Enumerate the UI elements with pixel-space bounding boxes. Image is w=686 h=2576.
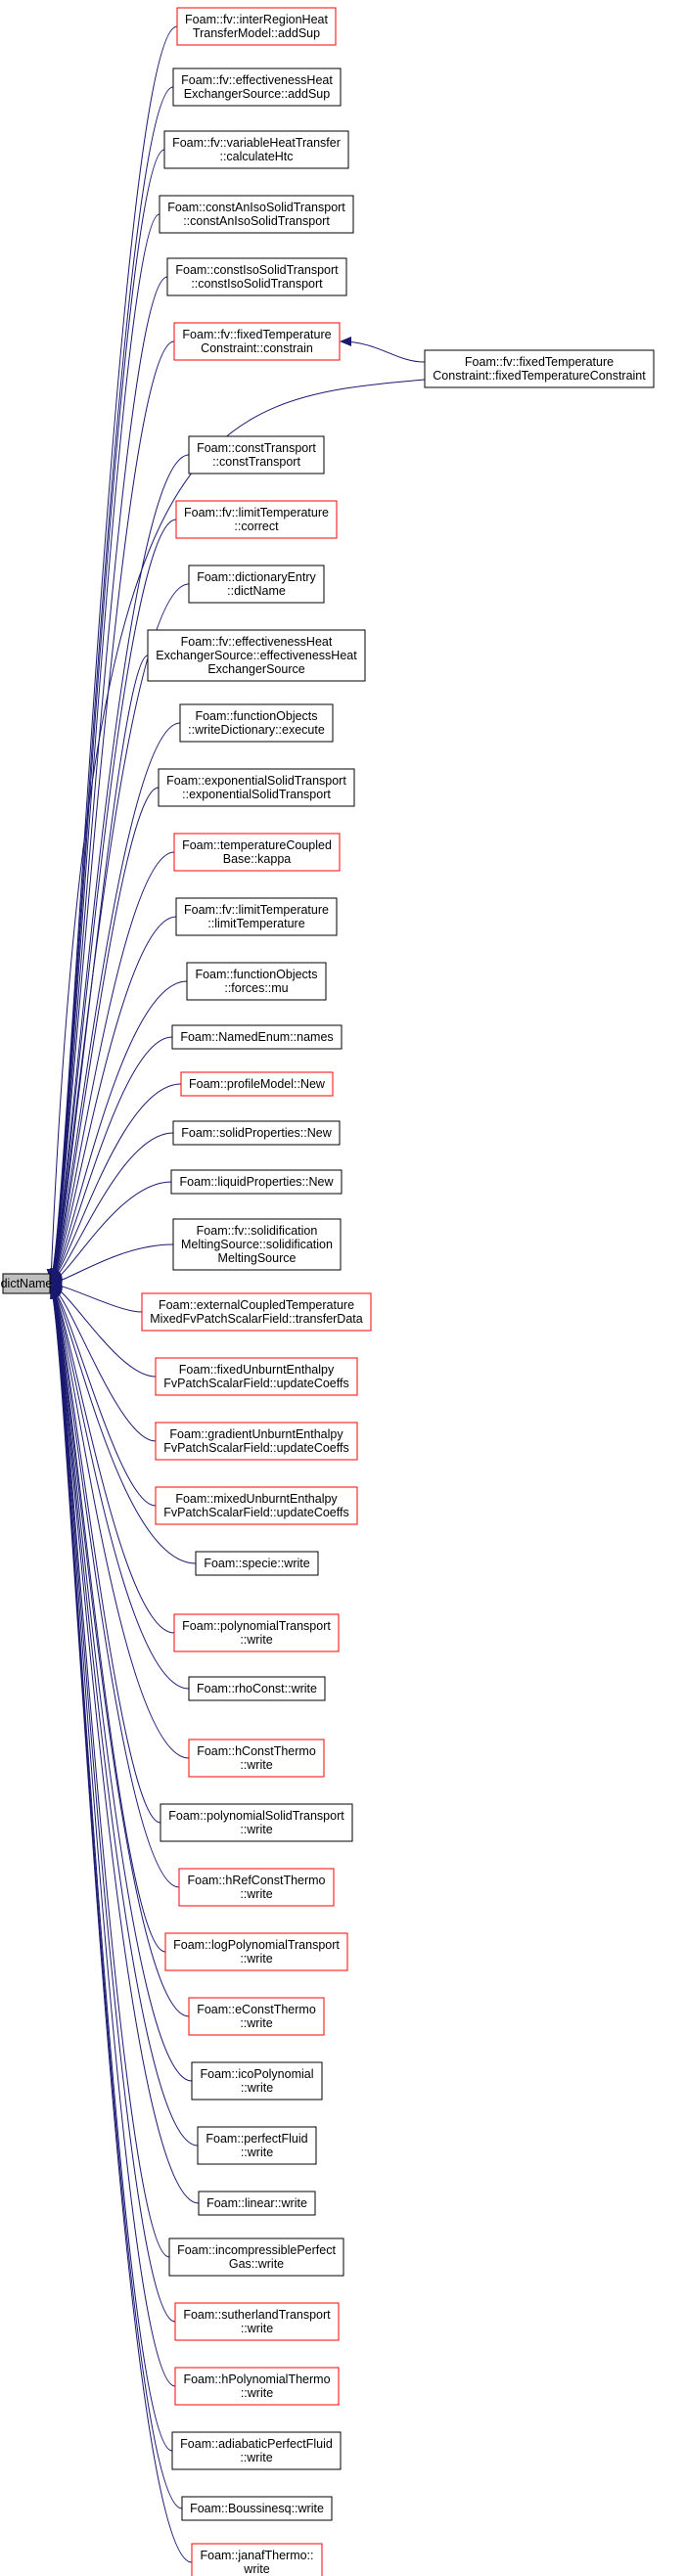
caller-node-label: Foam::fv::effectivenessHeat xyxy=(181,73,333,87)
caller-node[interactable] xyxy=(192,2544,322,2576)
caller-node[interactable] xyxy=(172,1025,342,1049)
caller-node[interactable] xyxy=(182,2497,332,2520)
caller-node[interactable] xyxy=(173,1219,341,1270)
caller-node-label: Foam::solidProperties::New xyxy=(181,1126,332,1140)
caller-node-label: ::write xyxy=(240,2016,273,2030)
caller-node-label: ::write xyxy=(240,2146,274,2159)
caller-node-label: ::constAnIsoSolidTransport xyxy=(183,214,330,228)
caller-node[interactable] xyxy=(164,131,348,168)
caller-node[interactable] xyxy=(187,963,326,1000)
caller-node[interactable] xyxy=(174,323,340,360)
caller-node-label: Foam::externalCoupledTemperature xyxy=(158,1298,355,1312)
caller-node[interactable] xyxy=(176,501,337,538)
caller-node-label: ExchangerSource::addSup xyxy=(183,87,331,101)
caller-node[interactable] xyxy=(159,769,354,806)
caller-node-label: ::correct xyxy=(234,520,279,533)
caller-node-label: Foam::exponentialSolidTransport xyxy=(166,774,346,788)
caller-node-label: TransferModel::addSup xyxy=(192,26,321,40)
caller-node-label: Foam::NamedEnum::names xyxy=(180,1030,334,1044)
caller-node-label: ::write xyxy=(240,1823,273,1836)
caller-node[interactable] xyxy=(176,898,337,935)
fixed-temperature-constraint-node-label: Foam::fv::fixedTemperature xyxy=(464,355,615,369)
caller-node[interactable] xyxy=(169,2238,343,2276)
caller-node-label: ::write xyxy=(240,1758,273,1772)
caller-node[interactable] xyxy=(175,2303,339,2340)
caller-node-label: Foam::logPolynomialTransport xyxy=(173,1938,340,1952)
caller-node[interactable] xyxy=(173,68,341,106)
call-edge xyxy=(51,788,159,1280)
caller-node-label: ::write xyxy=(240,2451,273,2464)
caller-node[interactable] xyxy=(189,1677,325,1700)
caller-node-label: MeltingSource xyxy=(217,1251,297,1265)
caller-node-label: ::write xyxy=(240,1887,273,1901)
caller-node-label: Foam::fv::limitTemperature xyxy=(184,903,329,917)
caller-node-label: Foam::fv::limitTemperature xyxy=(184,506,329,520)
caller-node-label: Foam::temperatureCoupled xyxy=(182,838,332,852)
caller-node-label: ::calculateHtc xyxy=(219,150,294,163)
caller-node[interactable] xyxy=(174,1614,339,1651)
caller-node-label: Foam::janafThermo:: xyxy=(200,2549,314,2562)
caller-node-label: Foam::incompressiblePerfect xyxy=(177,2243,336,2257)
caller-node-label: FvPatchScalarField::updateCoeffs xyxy=(163,1506,349,1519)
caller-node-label: Constraint::constrain xyxy=(201,341,313,355)
caller-node[interactable] xyxy=(173,1121,340,1145)
caller-node-label: FvPatchScalarField::updateCoeffs xyxy=(163,1441,349,1455)
caller-node-label: Foam::functionObjects xyxy=(195,968,318,981)
caller-node[interactable] xyxy=(142,1293,371,1331)
caller-node[interactable] xyxy=(171,1170,342,1194)
fixed-temperature-constraint-node-label: Constraint::fixedTemperatureConstraint xyxy=(433,369,646,383)
caller-node-label: MixedFvPatchScalarField::transferData xyxy=(150,1312,363,1326)
caller-node-label: Foam::mixedUnburntEnthalpy xyxy=(175,1492,338,1506)
caller-node-label: Foam::icoPolynomial xyxy=(200,2067,314,2081)
caller-node[interactable] xyxy=(192,2062,322,2100)
caller-node-label: Foam::specie::write xyxy=(204,1557,310,1570)
caller-node-label: Foam::gradientUnburntEnthalpy xyxy=(169,1427,343,1441)
caller-node-label: ExchangerSource::effectivenessHeat xyxy=(156,649,357,662)
caller-node-label: ::write xyxy=(240,1952,273,1966)
caller-node-label: ExchangerSource xyxy=(207,662,305,676)
call-edge xyxy=(51,214,160,1280)
nodes xyxy=(1,8,654,2576)
caller-node-label: Foam::dictionaryEntry xyxy=(197,570,316,584)
caller-node-label: Foam::adiabaticPerfectFluid xyxy=(180,2437,333,2451)
caller-node[interactable] xyxy=(156,1423,357,1460)
root-node-dictname[interactable] xyxy=(1,1274,53,1293)
caller-node-label: ::write xyxy=(240,2386,274,2400)
caller-node-label: ::limitTemperature xyxy=(207,917,305,930)
caller-node-label: Foam::fv::interRegionHeat xyxy=(185,13,328,26)
caller-node-label: Foam::rhoConst::write xyxy=(197,1682,317,1695)
caller-node[interactable] xyxy=(148,630,365,681)
caller-node-label: MeltingSource::solidification xyxy=(181,1238,333,1251)
caller-node-label: Foam::profileModel::New xyxy=(189,1077,325,1091)
root-node-label: dictName xyxy=(0,1277,53,1290)
caller-node-label: ::writeDictionary::execute xyxy=(188,723,325,737)
caller-node[interactable] xyxy=(196,1552,318,1575)
fixed-temperature-constraint-node[interactable] xyxy=(425,350,654,387)
caller-node[interactable] xyxy=(156,1358,357,1395)
caller-node[interactable] xyxy=(160,196,353,233)
caller-node-label: Foam::fv::variableHeatTransfer xyxy=(172,136,341,150)
caller-node[interactable] xyxy=(189,1998,324,2035)
caller-node-label: Foam::constIsoSolidTransport xyxy=(175,263,339,277)
caller-node[interactable] xyxy=(179,1869,334,1906)
caller-node[interactable] xyxy=(181,1072,333,1096)
caller-node[interactable] xyxy=(177,8,336,45)
caller-node[interactable] xyxy=(198,2127,316,2164)
call-edge xyxy=(341,341,425,362)
caller-node-label: ::exponentialSolidTransport xyxy=(182,788,331,801)
caller-node-label: Gas::write xyxy=(228,2257,285,2271)
caller-node-label: Foam::perfectFluid xyxy=(206,2132,308,2146)
caller-node[interactable] xyxy=(189,565,324,603)
caller-node-label: Foam::hRefConstThermo xyxy=(187,1874,326,1887)
caller-node-label: ::write xyxy=(240,2081,274,2095)
caller-node-label: Foam::sutherlandTransport xyxy=(183,2308,331,2322)
call-edge xyxy=(51,1288,189,2016)
caller-node-label: ::write xyxy=(240,2322,274,2335)
caller-node[interactable] xyxy=(172,2432,341,2469)
caller-node[interactable] xyxy=(165,1933,347,1970)
caller-node-label: FvPatchScalarField::updateCoeffs xyxy=(163,1377,349,1390)
caller-node-label: Foam::fv::solidification xyxy=(196,1224,318,1238)
call-edge xyxy=(51,1244,173,1283)
caller-node-label: ::constIsoSolidTransport xyxy=(191,277,323,291)
caller-node-label: ::forces::mu xyxy=(224,981,289,995)
caller-node-label: Foam::polynomialTransport xyxy=(182,1619,331,1633)
caller-node-label: Foam::eConstThermo xyxy=(197,2003,316,2016)
caller-node-label: ::dictName xyxy=(227,584,286,598)
caller-node-label: Foam::fv::effectivenessHeat xyxy=(180,635,333,649)
caller-node[interactable] xyxy=(156,1487,357,1524)
caller-node-label: Base::kappa xyxy=(222,852,292,866)
caller-node-label: ::write xyxy=(240,1633,273,1647)
caller-node[interactable] xyxy=(189,1740,324,1777)
caller-node-label: Foam::fv::fixedTemperature xyxy=(182,328,332,341)
caller-node[interactable] xyxy=(180,704,333,742)
call-edge xyxy=(51,1288,165,1952)
caller-node-label: Foam::linear::write xyxy=(206,2196,307,2210)
call-edge xyxy=(51,1285,142,1312)
caller-node-label: ::constTransport xyxy=(212,455,300,469)
caller-node[interactable] xyxy=(167,258,346,295)
caller-node-label: Foam::constTransport xyxy=(197,441,316,455)
caller-node[interactable] xyxy=(175,2368,339,2405)
caller-node-label: Foam::Boussinesq::write xyxy=(190,2502,324,2515)
caller-node-label: Foam::polynomialSolidTransport xyxy=(168,1809,344,1823)
caller-node-label: write xyxy=(244,2562,270,2576)
caller-node-label: Foam::liquidProperties::New xyxy=(179,1175,334,1189)
caller-node-label: Foam::constAnIsoSolidTransport xyxy=(167,201,345,214)
caller-node[interactable] xyxy=(199,2192,315,2215)
caller-node-label: Foam::hConstThermo xyxy=(197,1744,316,1758)
caller-node-label: Foam::hPolynomialThermo xyxy=(183,2373,331,2386)
caller-node[interactable] xyxy=(160,1804,352,1841)
caller-node[interactable] xyxy=(174,834,340,871)
caller-node[interactable] xyxy=(189,436,324,474)
caller-node-label: Foam::fixedUnburntEnthalpy xyxy=(178,1363,335,1377)
caller-node-label: Foam::functionObjects xyxy=(195,709,318,723)
